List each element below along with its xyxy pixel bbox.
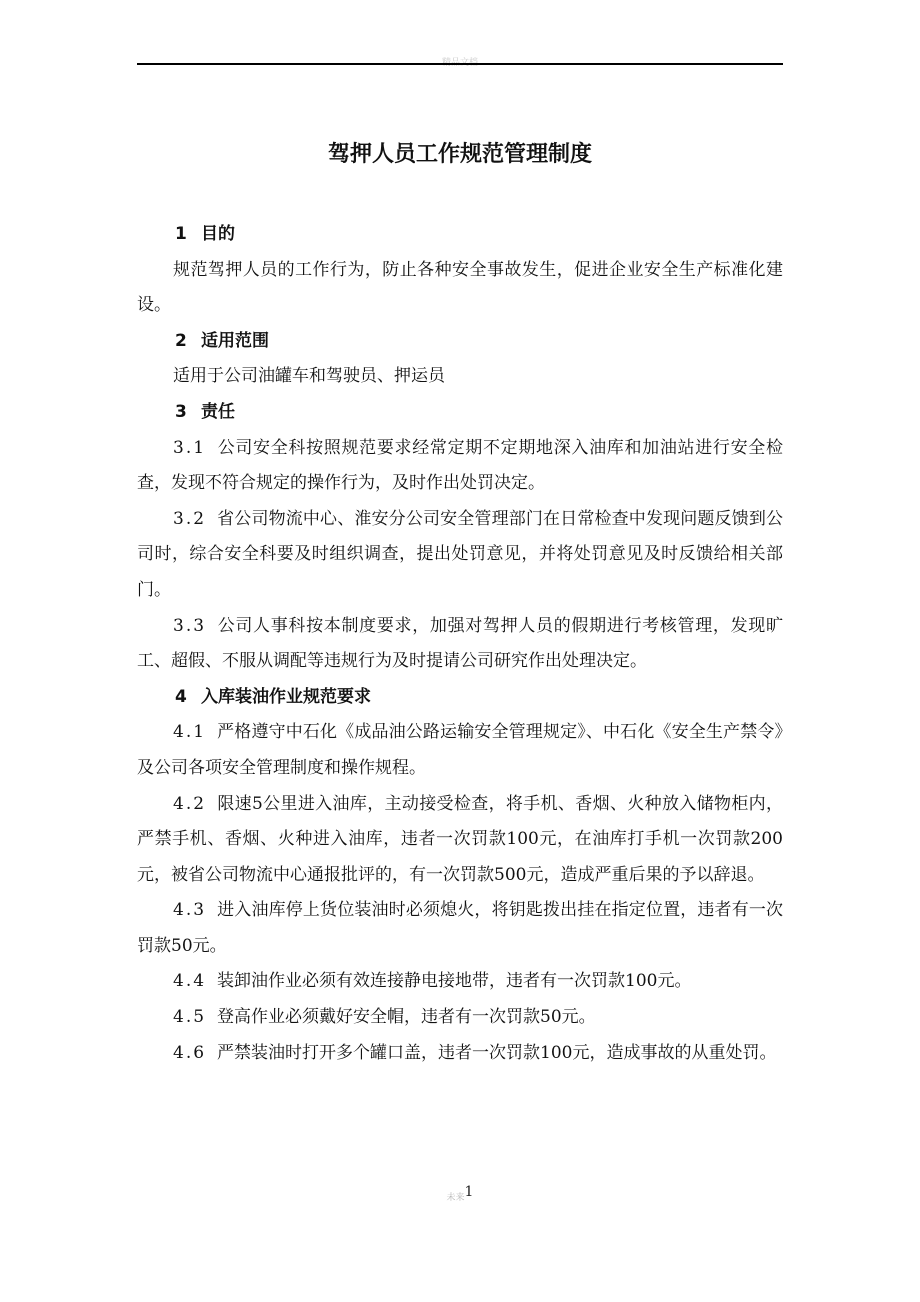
clause-number: 4.2 xyxy=(173,793,207,814)
section-number: 4 xyxy=(175,686,187,707)
clause-4-2 xyxy=(137,787,783,894)
section-heading-text: 责任 xyxy=(201,401,235,422)
clause-text: 公司人事科按本制度要求，加强对驾押人员的假期进行考核管理，发现旷工、超假、不服从调配等违规行为及时提请公司研究作出处理决定。 xyxy=(137,615,783,672)
clause-number: 4.1 xyxy=(173,722,207,743)
section-heading-text: 适用范围 xyxy=(201,330,269,351)
clause-3-3 xyxy=(137,609,783,680)
clause-text: 限速5公里进入油库，主动接受检查，将手机、香烟、火种放入储物柜内，严禁手机、香烟、火种进入油库，违者一次罚款100元，在油库打手机一次罚款200元，被省公司物流中心通报批评的，有一次罚款500元，造成严重后果的予以辞退。 xyxy=(137,793,783,885)
document-body xyxy=(137,217,783,1071)
section-heading-text: 入库装油作业规范要求 xyxy=(201,686,371,707)
clause-4-3 xyxy=(137,893,783,964)
clause-number: 3.2 xyxy=(173,508,207,529)
section-heading-purpose xyxy=(137,217,783,253)
clause-number: 4.4 xyxy=(173,971,207,992)
paragraph-scope: 适用于公司油罐车和驾驶员、押运员 xyxy=(173,366,445,387)
clause-3-2 xyxy=(137,502,783,609)
section-number: 1 xyxy=(175,224,187,244)
clause-3-1 xyxy=(137,431,783,502)
section-heading-responsibility xyxy=(137,395,783,431)
clause-4-1 xyxy=(137,715,783,786)
clause-4-6 xyxy=(137,1036,783,1072)
clause-4-5 xyxy=(137,1000,783,1036)
paragraph-purpose: 规范驾押人员的工作行为，防止各种安全事故发生，促进企业安全生产标准化建设。 xyxy=(137,259,783,316)
section-heading-text: 目的 xyxy=(201,224,235,244)
clause-text: 进入油库停上货位装油时必须熄火，将钥匙拨出挂在指定位置，违者有一次罚款50元。 xyxy=(137,900,783,956)
section-number: 3 xyxy=(175,401,187,422)
header-rule xyxy=(137,63,783,65)
clause-number: 4.5 xyxy=(173,1007,207,1028)
clause-number: 3.1 xyxy=(173,437,207,458)
clause-number: 4.6 xyxy=(173,1042,207,1063)
clause-number: 3.3 xyxy=(173,615,207,636)
clause-text: 装卸油作业必须有效连接静电接地带，违者有一次罚款100元。 xyxy=(217,971,692,992)
header-watermark: 精品文档 xyxy=(441,58,478,68)
clause-text: 省公司物流中心、淮安分公司安全管理部门在日常检查中发现问题反馈到公司时，综合安全科要及时组织调查，提出处罚意见，并将处罚意见及时反馈给相关部门。 xyxy=(137,508,783,600)
clause-text: 登高作业必须戴好安全帽，违者有一次罚款50元。 xyxy=(217,1007,596,1028)
page-footer xyxy=(0,1184,920,1206)
page-number: 1 xyxy=(464,1184,474,1200)
document-title: 驾押人员工作规范管理制度 xyxy=(327,142,592,167)
footer-watermark: 未来 xyxy=(446,1193,465,1203)
clause-text: 严禁装油时打开多个罐口盖，违者一次罚款100元，造成事故的从重处罚。 xyxy=(217,1042,777,1063)
clause-4-4 xyxy=(137,964,783,1000)
clause-text: 公司安全科按照规范要求经常定期不定期地深入油库和加油站进行安全检查，发现不符合规定的操作行为，及时作出处罚决定。 xyxy=(137,437,783,494)
clause-number: 4.3 xyxy=(173,900,207,921)
clause-text: 严格遵守中石化《成品油公路运输安全管理规定》、中石化《安全生产禁令》及公司各项安全管理制度和操作规程。 xyxy=(137,722,783,778)
section-number: 2 xyxy=(175,330,187,351)
section-heading-scope xyxy=(137,324,783,360)
section-heading-loading-requirements xyxy=(137,680,783,716)
